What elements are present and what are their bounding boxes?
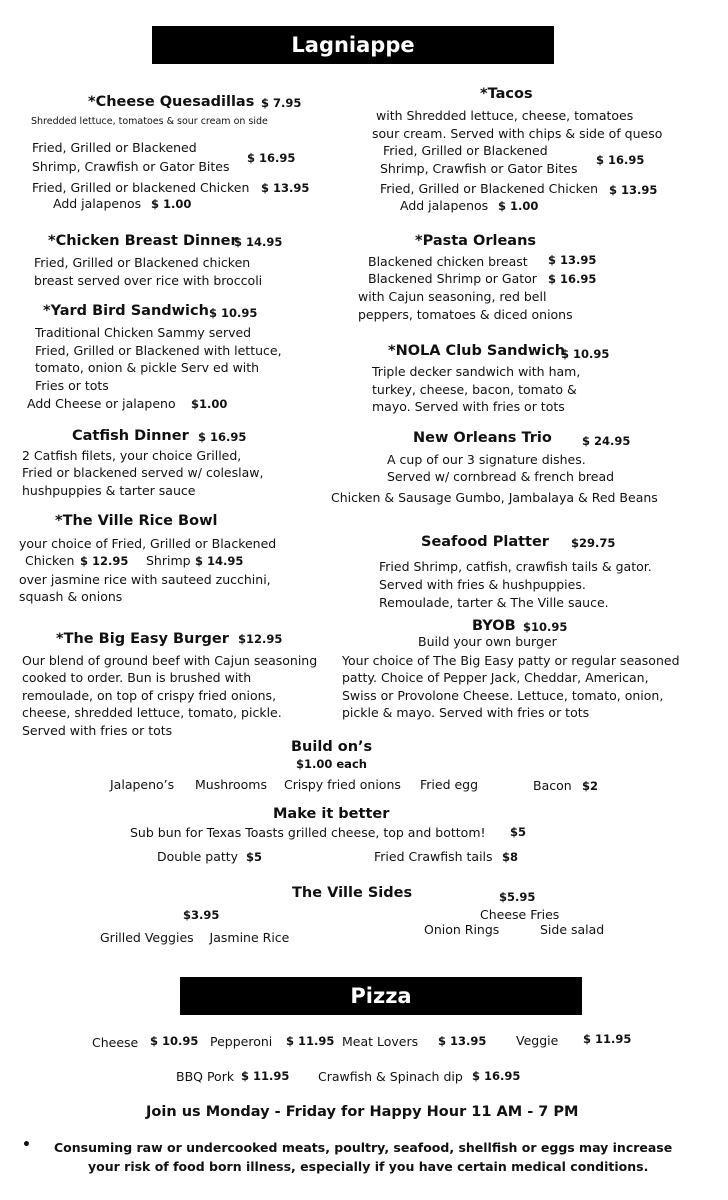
catfish-line3: hushpuppies & tarter sauce <box>22 483 196 498</box>
pasta-title: *Pasta Orleans <box>415 233 537 249</box>
pizza-item-price: $ 16.95 <box>472 1069 521 1083</box>
tacos-addon: Add jalapenos <box>400 198 489 213</box>
sides-price-high: $5.95 <box>499 890 536 904</box>
seafood-line3: Remoulade, tarter & The Ville sauce. <box>379 595 609 610</box>
quesadillas-option1-line1: Fried, Grilled or Blackened <box>32 140 197 155</box>
catfish-price: $ 16.95 <box>198 430 247 444</box>
burger-line1: Our blend of ground beef with Cajun seasoning <box>22 653 318 668</box>
tacos-addon-price: $ 1.00 <box>498 199 539 213</box>
trio-price: $ 24.95 <box>582 434 631 448</box>
sides-low-items: Grilled Veggies Jasmine Rice <box>100 930 290 945</box>
pizza-item-name: Veggie <box>516 1033 559 1048</box>
pizza-item-price: $ 11.95 <box>286 1034 335 1048</box>
tacos-title: *Tacos <box>480 86 533 102</box>
byob-subtitle: Build your own burger <box>418 634 557 649</box>
make-better-crawfish: Fried Crawfish tails <box>374 849 493 864</box>
yardbird-line1: Traditional Chicken Sammy served <box>35 325 252 340</box>
byob-price: $10.95 <box>523 620 568 634</box>
pizza-heading: Pizza <box>350 984 412 1008</box>
chicken-dinner-price: $ 14.95 <box>234 235 283 249</box>
pasta-option2-price: $ 16.95 <box>548 272 597 286</box>
trio-line1: A cup of our 3 signature dishes. <box>387 452 586 467</box>
seafood-line1: Fried Shrimp, catfish, crawfish tails & gator. <box>379 559 652 574</box>
sides-price-low: $3.95 <box>183 908 220 922</box>
catfish-title: Catfish Dinner <box>72 428 189 444</box>
pasta-line2: peppers, tomatoes & diced onions <box>358 307 573 322</box>
quesadillas-option2: Fried, Grilled or blackened Chicken <box>32 180 250 195</box>
quesadillas-addon: Add jalapenos <box>53 196 142 211</box>
rice-bowl-line1: your choice of Fried, Grilled or Blackened <box>19 536 277 551</box>
happy-hour-banner: Join us Monday - Friday for Happy Hour 11 AM - 7 PM <box>146 1104 579 1120</box>
trio-line3: Chicken & Sausage Gumbo, Jambalaya & Red Beans <box>331 490 658 505</box>
yardbird-addon: Add Cheese or jalapeno <box>27 396 176 411</box>
nola-club-line1: Triple decker sandwich with ham, <box>372 364 581 379</box>
quesadillas-price: $ 7.95 <box>261 96 302 110</box>
pasta-option1: Blackened chicken breast <box>368 254 528 269</box>
tacos-option1-price: $ 16.95 <box>596 153 645 167</box>
seafood-title: Seafood Platter <box>421 534 549 550</box>
quesadillas-title: *Cheese Quesadillas <box>88 94 255 110</box>
tacos-desc-line1: with Shredded lettuce, cheese, tomatoes <box>376 108 634 123</box>
pizza-item-name: Meat Lovers <box>342 1034 419 1049</box>
pizza-banner <box>180 977 582 1015</box>
pizza-item-price: $ 11.95 <box>583 1032 632 1046</box>
rice-bowl-line3: squash & onions <box>19 589 123 604</box>
make-better-line1: Sub bun for Texas Toasts grilled cheese, top and bottom! <box>130 825 486 840</box>
sides-onion-rings: Onion Rings <box>424 922 500 937</box>
pasta-option2: Blackened Shrimp or Gator <box>368 271 537 286</box>
build-on-title: Build on’s <box>291 739 373 755</box>
rice-bowl-line2: over jasmine rice with sauteed zucchini, <box>19 572 271 587</box>
yardbird-line3: tomato, onion & pickle Serv ed with <box>35 360 260 375</box>
chicken-dinner-line2: breast served over rice with broccoli <box>34 273 263 288</box>
disclaimer-line1: Consuming raw or undercooked meats, poultry, seafood, shellfish or eggs may increase <box>54 1140 673 1155</box>
byob-title: BYOB <box>472 618 516 634</box>
pasta-line1: with Cajun seasoning, red bell <box>358 289 547 304</box>
burger-line4: cheese, shredded lettuce, tomato, pickle. <box>22 705 282 720</box>
lagniappe-heading: Lagniappe <box>291 33 415 57</box>
pizza-item-name: BBQ Pork <box>176 1069 235 1084</box>
catfish-line1: 2 Catfish filets, your choice Grilled, <box>22 448 242 463</box>
make-better-double: Double patty <box>157 849 239 864</box>
rice-bowl-title: *The Ville Rice Bowl <box>55 513 218 529</box>
build-on-bacon: Bacon <box>533 778 572 793</box>
build-on-item: Crispy fried onions <box>284 777 401 792</box>
build-on-item: Fried egg <box>420 777 479 792</box>
nola-club-title: *NOLA Club Sandwich <box>388 343 566 359</box>
nola-club-line3: mayo. Served with fries or tots <box>372 399 565 414</box>
byob-line3: Swiss or Provolone Cheese. Lettuce, tomato, onion, <box>342 688 664 703</box>
rice-bowl-chicken-price: $ 12.95 <box>80 554 129 568</box>
build-on-price: $1.00 each <box>296 757 367 771</box>
yardbird-line2: Fried, Grilled or Blackened with lettuce, <box>35 343 282 358</box>
byob-line4: pickle & mayo. Served with fries or tots <box>342 705 590 720</box>
make-better-title: Make it better <box>273 806 390 822</box>
pizza-item-name: Pepperoni <box>210 1034 273 1049</box>
catfish-line2: Fried or blackened served w/ coleslaw, <box>22 465 264 480</box>
quesadillas-addon-price: $ 1.00 <box>151 197 192 211</box>
rice-bowl-shrimp-price: $ 14.95 <box>195 554 244 568</box>
build-on-item: Jalapeno’s <box>110 777 175 792</box>
burger-line5: Served with fries or tots <box>22 723 173 738</box>
burger-price: $12.95 <box>238 632 283 646</box>
make-better-line1-price: $5 <box>510 825 527 839</box>
rice-bowl-chicken: Chicken <box>25 553 75 568</box>
nola-club-price: $ 10.95 <box>561 347 610 361</box>
burger-line3: remoulade, on top of crispy fried onions, <box>22 688 277 703</box>
sides-side-salad: Side salad <box>540 922 605 937</box>
lagniappe-banner <box>152 26 554 64</box>
build-on-bacon-price: $2 <box>582 779 599 793</box>
sides-title: The Ville Sides <box>292 885 413 901</box>
build-on-item: Mushrooms <box>195 777 267 792</box>
trio-title: New Orleans Trio <box>413 430 552 446</box>
make-better-double-price: $5 <box>246 850 263 864</box>
yardbird-addon-price: $1.00 <box>191 397 228 411</box>
quesadillas-option2-price: $ 13.95 <box>261 181 310 195</box>
quesadillas-option1-line2: Shrimp, Crawfish or Gator Bites <box>32 159 230 174</box>
yardbird-price: $ 10.95 <box>209 306 258 320</box>
pizza-item-price: $ 11.95 <box>241 1069 290 1083</box>
seafood-line2: Served with fries & hushpuppies. <box>379 577 586 592</box>
pizza-item-price: $ 10.95 <box>150 1034 199 1048</box>
tacos-option1-line2: Shrimp, Crawfish or Gator Bites <box>380 161 578 176</box>
pizza-item-name: Cheese <box>92 1035 139 1050</box>
trio-line2: Served w/ cornbread & french bread <box>387 469 615 484</box>
disclaimer-bullet: • <box>22 1137 31 1153</box>
chicken-dinner-title: *Chicken Breast Dinner <box>48 233 238 249</box>
burger-line2: cooked to order. Bun is brushed with <box>22 670 252 685</box>
pizza-item-name: Crawfish & Spinach dip <box>318 1069 463 1084</box>
tacos-option1-line1: Fried, Grilled or Blackened <box>383 143 548 158</box>
byob-line1: Your choice of The Big Easy patty or regular seasoned <box>342 653 680 668</box>
nola-club-line2: turkey, cheese, bacon, tomato & <box>372 382 577 397</box>
pizza-item-price: $ 13.95 <box>438 1034 487 1048</box>
yardbird-line4: Fries or tots <box>35 378 109 393</box>
yardbird-title: *Yard Bird Sandwich <box>43 303 209 319</box>
disclaimer-line2: your risk of food born illness, especially if you have certain medical conditions. <box>88 1159 649 1174</box>
tacos-desc-line2: sour cream. Served with chips & side of queso <box>372 126 663 141</box>
chicken-dinner-line1: Fried, Grilled or Blackened chicken <box>34 255 251 270</box>
quesadillas-option1-price: $ 16.95 <box>247 151 296 165</box>
pasta-option1-price: $ 13.95 <box>548 253 597 267</box>
rice-bowl-shrimp: Shrimp <box>146 553 191 568</box>
tacos-option2-price: $ 13.95 <box>609 183 658 197</box>
quesadillas-subtitle: Shredded lettuce, tomatoes & sour cream on side <box>31 116 268 127</box>
tacos-option2: Fried, Grilled or Blackened Chicken <box>380 181 599 196</box>
sides-cheese-fries: Cheese Fries <box>480 907 560 922</box>
make-better-crawfish-price: $8 <box>502 850 519 864</box>
byob-line2: patty. Choice of Pepper Jack, Cheddar, American, <box>342 670 649 685</box>
burger-title: *The Big Easy Burger <box>56 631 229 647</box>
seafood-price: $29.75 <box>571 536 616 550</box>
